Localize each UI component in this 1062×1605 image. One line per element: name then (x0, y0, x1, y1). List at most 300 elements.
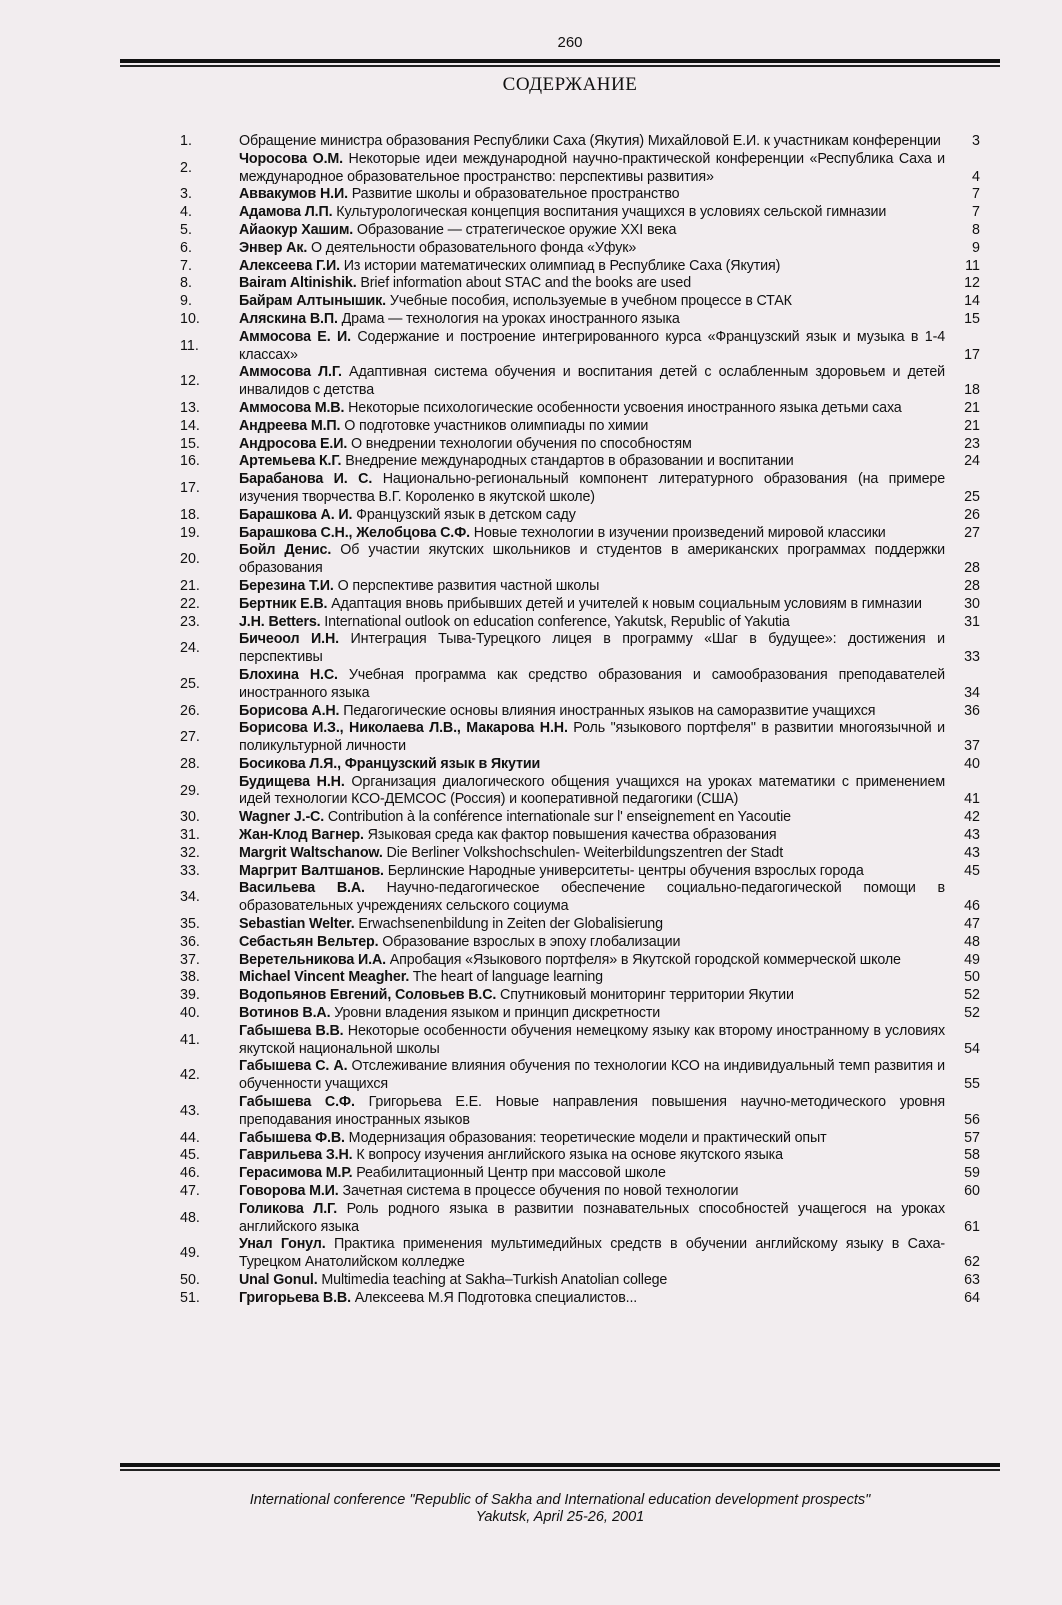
entry-title: О перспективе развития частной школы (333, 577, 600, 594)
entry-number: 18. (180, 506, 200, 523)
entry-author: Аляскина В.П. (239, 310, 338, 327)
entry-page: 34 (964, 684, 980, 701)
entry-number: 7. (180, 257, 192, 274)
entry-number: 21. (180, 577, 200, 594)
entry-author: Габышева С.Ф. (239, 1094, 355, 1111)
toc-entry (180, 222, 1002, 240)
entry-page: 42 (964, 809, 980, 826)
entry-text (239, 240, 945, 258)
toc-entry (180, 631, 1002, 667)
entry-number: 2. (180, 159, 192, 176)
entry-page: 3 (972, 133, 980, 149)
entry-author: Веретельникова И.А. (239, 951, 386, 968)
toc-entry (180, 275, 1002, 293)
entry-title: Образование взрослых в эпоху глобализации (378, 933, 681, 950)
entry-author: Борисова А.Н. (239, 702, 340, 719)
entry-page: 40 (964, 755, 980, 772)
entry-text (239, 756, 945, 774)
entry-title: Научно-педагогическое обеспечение социально-педагогической помощи в образовательных учреждениях сельского социума (239, 880, 945, 915)
entry-page: 7 (972, 186, 980, 203)
entry-title: Учебные пособия, используемые в учебном процессе в СТАК (386, 293, 792, 310)
entry-author: Барашкова С.Н., Желобцова С.Ф. (239, 524, 470, 541)
entry-title: Некоторые идеи международной научно-практической конференции «Республика Саха и международное образовательное пространство: перспективы развития» (239, 150, 945, 185)
entry-text (239, 436, 945, 454)
entry-number: 36. (180, 933, 200, 950)
entry-number: 25. (180, 675, 200, 692)
toc-entry (180, 400, 1002, 418)
toc-entry (180, 418, 1002, 436)
entry-text (239, 845, 945, 863)
entry-author: Bairam Altinishik. (239, 275, 357, 292)
entry-page: 21 (964, 399, 980, 416)
entry-page: 61 (964, 1218, 980, 1235)
entry-number: 14. (180, 417, 200, 434)
entry-page: 28 (964, 560, 980, 577)
toc-entry (180, 453, 1002, 471)
toc-entry (180, 329, 1002, 365)
entry-text (239, 542, 945, 578)
entry-text (239, 720, 945, 756)
entry-page: 4 (972, 168, 980, 185)
entry-text (239, 258, 945, 276)
entry-text (239, 1183, 945, 1201)
entry-author: Вотинов В.А. (239, 1005, 331, 1022)
entry-text (239, 952, 945, 970)
entry-page: 47 (964, 916, 980, 933)
entry-text (239, 703, 945, 721)
toc-entry (180, 880, 1002, 916)
entry-title: Практика применения мультимедийных средств в обучении английскому языку в Саха-Турецком Анатолийском колледже (239, 1236, 945, 1271)
entry-text (239, 631, 945, 667)
entry-number: 43. (180, 1102, 200, 1119)
entry-text (239, 987, 945, 1005)
toc-entry (180, 1058, 1002, 1094)
entry-page: 56 (964, 1111, 980, 1128)
entry-page: 31 (964, 613, 980, 630)
entry-number: 33. (180, 862, 200, 879)
entry-author: Босикова Л.Я., Французский язык в Якутии (239, 755, 541, 772)
footer-rule (120, 1463, 1000, 1471)
entry-number: 28. (180, 755, 200, 772)
entry-text (239, 1130, 945, 1148)
entry-title: Учебная программа как средство образования и самообразования преподавателей иностранного языка (239, 666, 946, 701)
entry-text (239, 525, 945, 543)
entry-text (239, 1005, 945, 1023)
page-title: СОДЕРЖАНИЕ (502, 74, 638, 95)
entry-text (239, 934, 945, 952)
entry-title: Из истории математических олимпиад в Республике Саха (Якутия) (339, 257, 781, 274)
entry-author: Герасимова М.Р. (239, 1165, 353, 1182)
entry-title: Contribution à la conférence internationale sur l' enseignement en Yacoutie (324, 809, 791, 826)
entry-title: Образование — стратегическое оружие XXI века (353, 221, 677, 238)
toc-entry (180, 364, 1002, 400)
entry-page: 57 (964, 1129, 980, 1146)
entry-number: 11. (180, 337, 199, 354)
entry-number: 24. (180, 640, 200, 657)
toc-entry (180, 151, 1002, 187)
entry-text (239, 774, 945, 810)
entry-text (239, 614, 945, 632)
entry-text (239, 827, 945, 845)
entry-title: К вопросу изучения английского языка на основе якутского языка (352, 1147, 783, 1164)
entry-text (239, 863, 945, 881)
entry-title: Обращение министра образования Республики Саха (Якутия) Михайловой Е.И. к участникам конференции (239, 133, 941, 149)
entry-page: 37 (964, 738, 980, 755)
entry-text (239, 809, 945, 827)
entry-author: Унал Гонул. (239, 1236, 326, 1253)
entry-text (239, 1094, 945, 1130)
entry-page: 48 (964, 933, 980, 950)
entry-author: Wagner J.-C. (239, 809, 325, 826)
entry-number: 10. (180, 310, 200, 327)
entry-author: Барабанова И. С. (239, 471, 373, 488)
entry-title: Григорьева Е.Е. Новые направления повышения научно-методического уровня преподавания иностранных языков (239, 1094, 945, 1128)
entry-title: Модернизация образования: теоретические модели и практический опыт (344, 1129, 827, 1146)
entry-page: 59 (964, 1165, 980, 1182)
entry-text (239, 667, 945, 703)
entry-author: Голикова Л.Г. (239, 1200, 338, 1217)
entry-number: 19. (180, 524, 200, 541)
toc-entry (180, 1236, 1002, 1272)
toc-entry (180, 186, 1002, 204)
entry-number: 16. (180, 453, 200, 470)
entry-author: Алексеева Г.И. (239, 257, 340, 274)
entry-title: Отслеживание влияния обучения по технологии КСО на индивидуальный темп развития и обученности учащихся (239, 1058, 945, 1093)
toc-entry (180, 1201, 1002, 1237)
footer-conference: International conference "Republic of Sakha and International education development prospects" (249, 1492, 871, 1508)
entry-number: 47. (180, 1183, 200, 1200)
entry-author: Барашкова А. И. (239, 506, 353, 523)
toc-entry (180, 667, 1002, 703)
entry-text (239, 1236, 945, 1272)
entry-title: О деятельности образовательного фонда «Уфук» (307, 239, 637, 256)
toc-entry (180, 952, 1002, 970)
entry-number: 23. (180, 613, 200, 630)
entry-text (239, 880, 945, 916)
entry-number: 40. (180, 1005, 200, 1022)
entry-text (239, 400, 945, 418)
toc-entry (180, 133, 1002, 151)
entry-text (239, 1023, 945, 1059)
entry-title: Multimedia teaching at Sakha–Turkish Anatolian college (317, 1272, 668, 1288)
entry-title: Языковая среда как фактор повышения качества образования (363, 827, 777, 844)
entry-text (239, 151, 945, 187)
entry-title: Erwachsenenbildung in Zeiten der Globalisierung (354, 916, 663, 933)
toc-entry (180, 916, 1002, 934)
entry-text (239, 1272, 945, 1290)
entry-page: 36 (964, 702, 980, 719)
entry-author: Айаокур Хашим. (239, 221, 354, 238)
entry-number: 41. (180, 1031, 200, 1048)
entry-page: 43 (964, 844, 980, 861)
entry-text (239, 204, 945, 222)
entry-title: Внедрение международных стандартов в образовании и воспитании (341, 453, 794, 470)
entry-page: 62 (964, 1254, 980, 1271)
toc-entry (180, 507, 1002, 525)
entry-page: 43 (964, 827, 980, 844)
entry-author: Michael Vincent Meagher. (239, 969, 410, 986)
entry-author: Габышева С. А. (239, 1058, 348, 1075)
entry-number: 35. (180, 916, 200, 933)
entry-author: Габышева В.В. (239, 1022, 344, 1039)
entry-title: Развитие школы и образовательное пространство (347, 186, 680, 203)
entry-title: Die Berliner Volkshochschulen- Weiterbildungszentren der Stadt (382, 844, 784, 861)
entry-author: J.H. Betters. (239, 613, 321, 630)
entry-author: Энвер Ак. (239, 239, 308, 256)
entry-text (239, 1201, 945, 1237)
entry-text (239, 293, 945, 311)
entry-page: 49 (964, 951, 980, 968)
entry-text (239, 418, 945, 436)
toc-entry (180, 311, 1002, 329)
entry-author: Будищева Н.Н. (239, 773, 345, 790)
entry-author: Байрам Алтынышик. (239, 293, 386, 310)
entry-author: Аввакумов Н.И. (239, 186, 348, 203)
toc-entry (180, 542, 1002, 578)
entry-author: Бойл Денис. (239, 542, 332, 559)
entry-number: 17. (180, 480, 200, 497)
entry-author: Бертник Е.В. (239, 595, 328, 612)
entry-text (239, 507, 945, 525)
entry-number: 1. (180, 133, 192, 149)
entry-title: Содержание и построение интегрированного курса «Французский язык и музыка в 1-4 классах» (239, 328, 945, 363)
entry-title: Педагогические основы влияния иностранных языков на саморазвитие учащихся (339, 702, 876, 719)
toc-entry (180, 809, 1002, 827)
header-rule (120, 59, 1000, 67)
entry-page: 50 (964, 969, 980, 986)
entry-title: Роль родного языка в развитии познавательных способностей учащегося на уроках английского языка (239, 1200, 945, 1235)
entry-author: Жан-Клод Вагнер. (239, 827, 364, 844)
entry-number: 20. (180, 551, 200, 568)
entry-title: Драма — технология на уроках иностранного языка (337, 310, 680, 327)
toc-entry (180, 436, 1002, 454)
toc-entry (180, 1290, 1002, 1308)
entry-title: О подготовке участников олимпиады по химии (340, 417, 649, 434)
entry-author: Аммосова М.В. (239, 399, 345, 416)
entry-text (239, 453, 945, 471)
toc-entry (180, 525, 1002, 543)
entry-number: 31. (180, 827, 200, 844)
toc-entry (180, 1165, 1002, 1183)
entry-page: 63 (964, 1272, 980, 1288)
entry-page: 55 (964, 1076, 980, 1093)
entry-author: Бичеоол И.Н. (239, 631, 339, 648)
entry-page: 11 (965, 257, 980, 274)
entry-title: Национально-региональный компонент литературного образования (на примере изучения творчества В.Г. Короленко в якутской школе) (239, 471, 945, 505)
entry-number: 37. (180, 951, 200, 968)
entry-author: Sebastian Welter. (239, 916, 355, 933)
entry-text (239, 1147, 945, 1165)
entry-text (239, 329, 945, 365)
entry-number: 15. (180, 435, 200, 452)
toc-entry (180, 1130, 1002, 1148)
entry-page: 41 (964, 791, 980, 808)
entry-title: Апробация «Языкового портфеля» в Якутской городской коммерческой школе (385, 951, 901, 968)
entry-author: Васильева В.А. (239, 880, 365, 897)
entry-title: Культурологическая концепция воспитания учащихся в условиях сельской гимназии (332, 204, 887, 221)
footer-place-date: Yakutsk, April 25-26, 2001 (475, 1509, 645, 1525)
entry-author: Margrit Waltschanow. (239, 844, 383, 861)
entry-title: Алексеева М.Я Подготовка специалистов... (350, 1289, 638, 1306)
entry-title: Некоторые особенности обучения немецкому языку как второму иностранному в условиях якутской национальной школы (239, 1022, 946, 1057)
entry-title: Некоторые психологические особенности усвоения иностранного языка детьми саха (344, 399, 902, 416)
entry-text (239, 471, 945, 507)
toc-entry (180, 987, 1002, 1005)
entry-page: 28 (964, 577, 980, 594)
entry-text (239, 969, 945, 987)
toc-entry (180, 845, 1002, 863)
entry-page: 54 (964, 1040, 980, 1057)
toc-entry (180, 703, 1002, 721)
entry-number: 51. (180, 1289, 200, 1306)
toc-entry (180, 934, 1002, 952)
entry-number: 48. (180, 1209, 200, 1226)
entry-title: Зачетная система в процессе обучения по новой технологии (338, 1183, 739, 1200)
entry-text (239, 364, 945, 400)
entry-title: Brief information about STAC and the books are used (356, 275, 692, 292)
entry-number: 13. (180, 399, 200, 416)
entry-number: 22. (180, 595, 200, 612)
entry-title: Адаптация вновь прибывших детей и учителей к новым социальным условиям в гимназии (327, 595, 922, 612)
entry-number: 30. (180, 809, 200, 826)
toc-entry (180, 293, 1002, 311)
entry-author: Чоросова О.М. (239, 150, 344, 167)
entry-text (239, 1165, 945, 1183)
entry-page: 25 (964, 488, 980, 505)
entry-author: Маргрит Валтшанов. (239, 862, 384, 879)
entry-title: Адаптивная система обучения и воспитания детей с ослабленным здоровьем и детей инвалидов с детства (239, 364, 945, 399)
entry-author: Березина Т.И. (239, 577, 334, 594)
table-of-contents (180, 133, 1002, 1308)
entry-title: The heart of language learning (409, 969, 603, 986)
toc-entry (180, 774, 1002, 810)
entry-author: Себастьян Вельтер. (239, 933, 379, 950)
toc-entry (180, 1183, 1002, 1201)
entry-author: Артемьева К.Г. (239, 453, 342, 470)
entry-title: Об участии якутских школьников и студентов в американских программах поддержки образования (239, 542, 945, 577)
entry-author: Андросова Е.И. (239, 435, 348, 452)
entry-text (239, 916, 945, 934)
toc-entry (180, 756, 1002, 774)
entry-number: 46. (180, 1165, 200, 1182)
entry-page: 60 (964, 1183, 980, 1200)
entry-text (239, 1058, 945, 1094)
entry-page: 14 (964, 293, 980, 310)
entry-number: 8. (180, 275, 192, 292)
entry-page: 46 (964, 898, 980, 915)
entry-author: Unal Gonul. (239, 1272, 318, 1288)
toc-entry (180, 614, 1002, 632)
toc-entry (180, 578, 1002, 596)
entry-page: 52 (964, 1005, 980, 1022)
toc-entry (180, 471, 1002, 507)
entry-number: 27. (180, 729, 200, 746)
entry-title: О внедрении технологии обучения по способностям (347, 435, 692, 452)
entry-page: 45 (964, 862, 980, 879)
toc-entry (180, 1005, 1002, 1023)
entry-text (239, 1290, 945, 1308)
entry-number: 29. (180, 782, 200, 799)
entry-title: Уровни владения языком и принцип дискретности (330, 1005, 661, 1022)
toc-entry (180, 240, 1002, 258)
entry-number: 44. (180, 1129, 200, 1146)
footer (0, 1492, 1062, 1526)
entry-author: Блохина Н.С. (239, 666, 338, 683)
entry-page: 9 (972, 239, 980, 256)
entry-author: Андреева М.П. (239, 417, 341, 434)
entry-page: 8 (972, 221, 980, 238)
entry-number: 39. (180, 987, 200, 1004)
entry-number: 49. (180, 1245, 200, 1262)
entry-page: 23 (964, 435, 980, 452)
entry-page: 12 (964, 275, 980, 292)
entry-number: 3. (180, 186, 192, 203)
entry-title: Реабилитационный Центр при массовой школе (352, 1165, 666, 1182)
entry-number: 45. (180, 1147, 200, 1164)
entry-title: Роль "языкового портфеля" в развитии многоязычной и поликультурной личности (239, 720, 945, 755)
entry-number: 34. (180, 889, 200, 906)
entry-page: 18 (964, 382, 980, 399)
entry-page: 58 (964, 1147, 980, 1164)
entry-title: Организация диалогического общения учащихся на уроках математики с применением идей технологии КСО-ДЕМСОС (Россия) и кооперативной педагогики (США) (239, 773, 945, 808)
entry-page: 21 (964, 417, 980, 434)
entry-page: 64 (964, 1289, 980, 1306)
entry-text (239, 275, 945, 293)
entry-page: 52 (964, 987, 980, 1004)
toc-entry (180, 969, 1002, 987)
entry-page: 24 (964, 453, 980, 470)
entry-author: Аммосова Е. И. (239, 328, 351, 345)
entry-title: Интеграция Тыва-Турецкого лицея в программу «Шаг в будущее»: достижения и перспективы (239, 631, 945, 666)
entry-author: Габышева Ф.В. (239, 1129, 345, 1146)
entry-number: 26. (180, 702, 200, 719)
entry-text (239, 222, 945, 240)
toc-entry (180, 863, 1002, 881)
entry-number: 5. (180, 221, 192, 238)
entry-text (239, 186, 945, 204)
toc-entry (180, 827, 1002, 845)
entry-text (239, 578, 945, 596)
entry-text (239, 596, 945, 614)
entry-title: Берлинские Народные университеты- центры обучения взрослых города (383, 862, 864, 879)
entry-number: 9. (180, 293, 192, 310)
toc-entry (180, 1147, 1002, 1165)
entry-author: Водопьянов Евгений, Соловьев В.С. (239, 987, 497, 1004)
entry-author: Борисова И.З., Николаева Л.В., Макарова Н.Н. (239, 720, 568, 737)
entry-author: Говорова М.И. (239, 1183, 339, 1200)
entry-page: 33 (964, 649, 980, 666)
entry-author: Григорьева В.В. (239, 1289, 351, 1306)
entry-author: Адамова Л.П. (239, 204, 333, 221)
entry-number: 12. (180, 373, 200, 390)
entry-text (239, 133, 945, 151)
entry-page: 27 (964, 524, 980, 541)
entry-page: 7 (972, 204, 980, 221)
entry-title: Новые технологии в изучении произведений мировой классики (469, 524, 886, 541)
entry-number: 42. (180, 1067, 200, 1084)
toc-entry (180, 596, 1002, 614)
entry-number: 50. (180, 1272, 200, 1288)
entry-author: Аммосова Л.Г. (239, 364, 342, 381)
toc-entry (180, 1023, 1002, 1059)
entry-title: Спутниковый мониторинг территории Якутии (496, 987, 794, 1004)
entry-author: Гаврильева З.Н. (239, 1147, 353, 1164)
entry-title: International outlook on education conference, Yakutsk, Republic of Yakutia (320, 613, 790, 630)
toc-entry (180, 1272, 1002, 1290)
entry-page: 15 (964, 310, 980, 327)
entry-page: 17 (964, 346, 980, 363)
toc-entry (180, 1094, 1002, 1130)
